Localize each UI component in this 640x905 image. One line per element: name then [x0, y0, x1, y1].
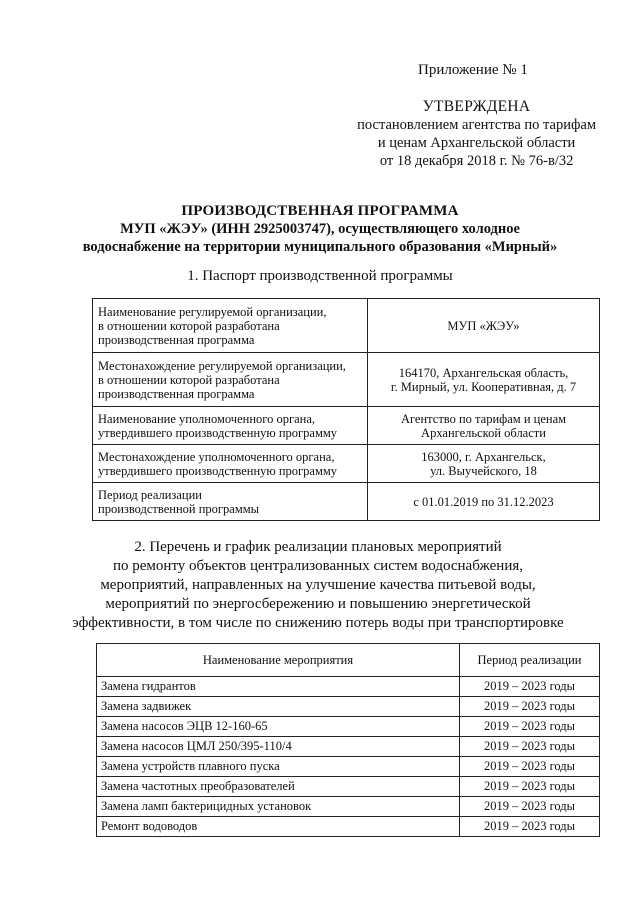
measure-period: 2019 – 2023 годы — [460, 717, 600, 737]
heading-line: 2. Перечень и график реализации плановых мероприятий — [134, 539, 502, 555]
table-cell-label — [93, 445, 368, 483]
table-row — [97, 717, 600, 737]
heading-line: эффективности, в том числе по снижению потерь воды при транспортировке — [72, 615, 564, 631]
cell-line: Местонахождение уполномоченного органа, — [98, 449, 335, 464]
table-cell-value — [368, 483, 600, 521]
approved-line: и ценам Архангельской области — [377, 135, 576, 151]
cell-line: ул. Выучейского, 18 — [430, 463, 537, 478]
heading-line: мероприятий по энергосбережению и повышению энергетической — [105, 596, 531, 612]
measure-period: 2019 – 2023 годы — [460, 697, 600, 717]
cell-line: Наименование регулируемой организации, — [98, 304, 327, 319]
table-header-row — [97, 644, 600, 677]
table-cell-label — [93, 407, 368, 445]
table-cell-label — [93, 299, 368, 353]
cell-line: утвердившего производственную программу — [98, 425, 338, 440]
cell-line: Период реализации — [98, 487, 202, 502]
approval-stamp-text — [357, 98, 596, 170]
table-cell-label — [93, 353, 368, 407]
measure-name: Замена насосов ЦМЛ 250/395-110/4 — [97, 737, 460, 757]
table-row — [93, 445, 600, 483]
table-row — [97, 777, 600, 797]
cell-line: Агентство по тарифам и ценам — [400, 411, 567, 426]
measure-name: Замена ламп бактерицидных установок — [97, 797, 460, 817]
cell-line: Наименование уполномоченного органа, — [98, 411, 315, 426]
measure-name: Замена частотных преобразователей — [97, 777, 460, 797]
table-row — [93, 299, 600, 353]
measure-period: 2019 – 2023 годы — [460, 817, 600, 837]
title-line: ПРОИЗВОДСТВЕННАЯ ПРОГРАММА — [181, 203, 459, 219]
table-row — [97, 737, 600, 757]
table-row — [93, 407, 600, 445]
approved-title: УТВЕРЖДЕНА — [422, 98, 531, 115]
cell-line: МУП «ЖЭУ» — [447, 318, 520, 333]
table-cell-label — [93, 483, 368, 521]
cell-line: производственной программы — [98, 501, 260, 516]
table-row — [97, 817, 600, 837]
measure-name: Замена насосов ЭЦВ 12-160-65 — [97, 717, 460, 737]
measure-period: 2019 – 2023 годы — [460, 757, 600, 777]
heading-line: мероприятий, направленных на улучшение качества питьевой воды, — [100, 577, 536, 593]
appendix-label: Приложение № 1 — [418, 62, 528, 78]
cell-line: 163000, г. Архангельск, — [421, 449, 546, 464]
column-header-period: Период реализации — [460, 644, 600, 677]
title-line: МУП «ЖЭУ» (ИНН 2925003747), осуществляющего холодное — [120, 221, 520, 237]
measure-name: Замена задвижек — [97, 697, 460, 717]
cell-line: 164170, Архангельская область, — [398, 365, 569, 380]
cell-line: с 01.01.2019 по 31.12.2023 — [413, 494, 554, 509]
measure-period: 2019 – 2023 годы — [460, 677, 600, 697]
table-cell-value — [368, 445, 600, 483]
table-row — [93, 483, 600, 521]
cell-line: в отношении которой разработана — [98, 318, 280, 333]
heading-line: по ремонту объектов централизованных систем водоснабжения, — [112, 558, 523, 574]
column-header-name: Наименование мероприятия — [97, 644, 460, 677]
cell-line: производственная программа — [98, 386, 255, 401]
measure-name: Замена гидрантов — [97, 677, 460, 697]
section1-heading: 1. Паспорт производственной программы — [187, 268, 453, 284]
cell-line: Местонахождение регулируемой организации, — [98, 358, 346, 373]
measure-period: 2019 – 2023 годы — [460, 797, 600, 817]
measure-period: 2019 – 2023 годы — [460, 737, 600, 757]
passport-table — [92, 298, 600, 521]
table-cell-value — [368, 407, 600, 445]
title-line: водоснабжение на территории муниципального образования «Мирный» — [82, 239, 558, 255]
table-row — [97, 797, 600, 817]
section2-heading — [40, 538, 596, 633]
table-cell-value — [368, 299, 600, 353]
measure-name: Ремонт водоводов — [97, 817, 460, 837]
measure-name: Замена устройств плавного пуска — [97, 757, 460, 777]
document-title — [40, 202, 600, 256]
table-row — [97, 757, 600, 777]
cell-line: Архангельской области — [421, 425, 546, 440]
table-cell-value — [368, 353, 600, 407]
table-row — [97, 697, 600, 717]
cell-line: г. Мирный, ул. Кооперативная, д. 7 — [390, 379, 577, 394]
measure-period: 2019 – 2023 годы — [460, 777, 600, 797]
table-row — [97, 677, 600, 697]
approved-line: от 18 декабря 2018 г. № 76-в/32 — [379, 153, 574, 169]
measures-table — [96, 643, 600, 837]
cell-line: утвердившего производственную программу — [98, 463, 338, 478]
table-row — [93, 353, 600, 407]
cell-line: производственная программа — [98, 332, 255, 347]
approved-line: постановлением агентства по тарифам — [357, 117, 596, 133]
cell-line: в отношении которой разработана — [98, 372, 280, 387]
